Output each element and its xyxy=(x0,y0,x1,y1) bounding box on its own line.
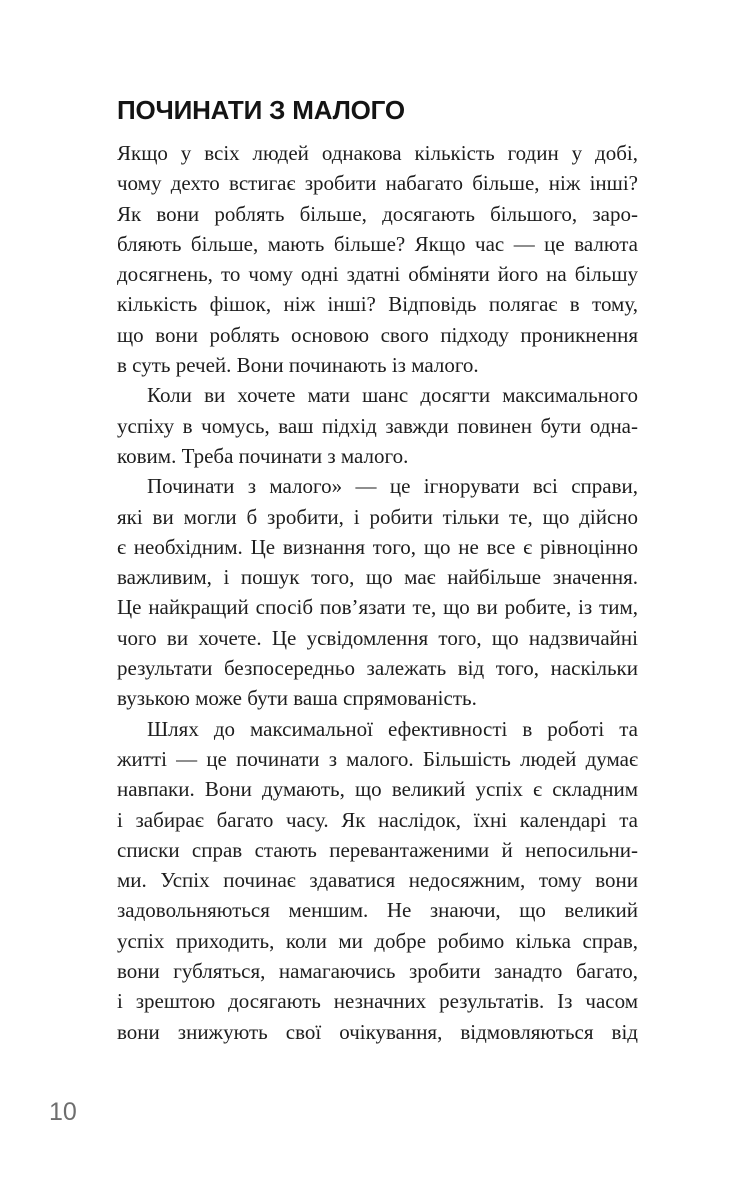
text-line: Якщо у всіх людей однакова кількість годин у добі, xyxy=(117,141,638,165)
text-line: і зрештою досягають незначних результатів. Із часом xyxy=(117,989,638,1014)
text-line: і забирає багато часу. Як наслідок, їхні календарі та xyxy=(117,807,638,832)
text-line: бляють більше, мають більше? Якщо час — це валюта xyxy=(117,231,638,256)
text-line: чого ви хочете. Це усвідомлення того, що надзвичайні xyxy=(117,625,638,650)
text-line: житті — це починати з малого. Більшість людей думає xyxy=(117,746,638,771)
text-line: кількість фішок, ніж інші? Відповідь полягає в тому, xyxy=(117,292,638,317)
text-line: результати безпосередньо залежать від того, наскільки xyxy=(117,656,638,681)
text-line: задовольняються меншим. Не знаючи, що великий xyxy=(117,898,638,923)
text-line: вони знижують свої очікування, відмовляються від xyxy=(117,1019,638,1044)
text-line: ковим. Треба починати з малого. xyxy=(117,443,409,468)
text-line: вони губляться, намагаючись зробити занадто багато, xyxy=(117,959,638,984)
text-line: списки справ стають перевантаженими й непосильни- xyxy=(117,837,638,862)
text-line: чому дехто встигає зробити набагато більше, ніж інші? xyxy=(117,171,638,196)
text-line: досягнень, то чому одні здатні обміняти його на більшу xyxy=(117,262,638,287)
page-number: 10 xyxy=(49,1098,77,1126)
text-line: Шлях до максимальної ефективності в роботі та xyxy=(147,716,638,741)
text-line: навпаки. Вони думають, що великий успіх є складним xyxy=(117,777,638,802)
text-line: ми. Успіх починає здаватися недосяжним, тому вони xyxy=(117,868,638,893)
text-line: Починати з малого» — це ігнорувати всі справи, xyxy=(147,474,638,499)
body-text xyxy=(117,138,638,1047)
text-line: вузькою може бути ваша спрямованість. xyxy=(117,686,477,711)
text-line: успіх приходить, коли ми добре робимо кілька справ, xyxy=(117,928,638,953)
text-line: в суть речей. Вони починають із малого. xyxy=(117,353,479,378)
text-line: Як вони роблять більше, досягають більшого, заро- xyxy=(117,201,638,226)
text-line: є необхідним. Це визнання того, що не все є рівноцінно xyxy=(117,534,638,559)
text-line: Це найкращий спосіб пов’язати те, що ви робите, із тим, xyxy=(117,595,638,620)
text-line: важливим, і пошук того, що має найбільше значення. xyxy=(117,565,638,590)
chapter-title: ПОЧИНАТИ З МАЛОГО xyxy=(117,95,405,125)
text-line: які ви могли б зробити, і робити тільки те, що дійсно xyxy=(117,504,638,529)
text-line: що вони роблять основою свого підходу проникнення xyxy=(117,322,638,347)
text-line: Коли ви хочете мати шанс досягти максимального xyxy=(147,383,638,408)
text-line: успіху в чомусь, ваш підхід завжди повинен бути одна- xyxy=(117,413,638,438)
